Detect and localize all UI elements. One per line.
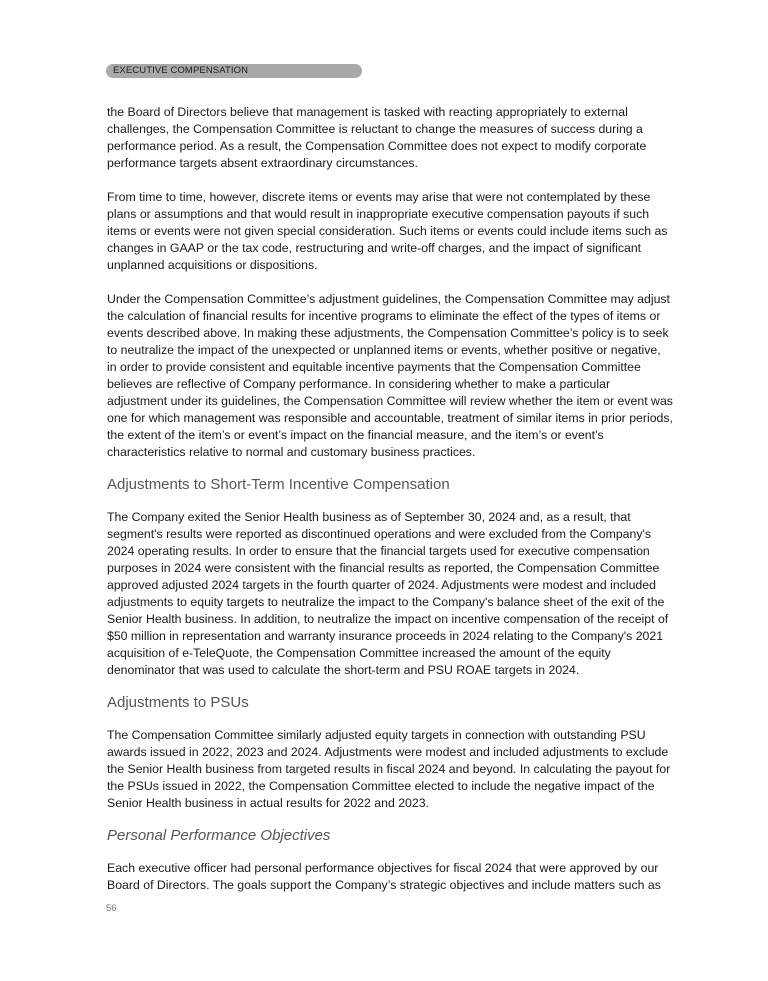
section-heading-short-term: Adjustments to Short-Term Incentive Compensation xyxy=(107,476,450,493)
body-paragraph: From time to time, however, discrete items or events may arise that were not contemplated by these plans or assumptions and that would result in inappropriate executive compensation payouts if such items or events were not given special consideration. Such items or events could include items such as changes in GAAP or the tax code, restructuring and write-off charges, and the impact of significant unplanned acquisitions or dispositions. xyxy=(107,190,668,272)
section-heading-personal: Personal Performance Objectives xyxy=(107,827,331,844)
page-content xyxy=(107,104,673,894)
page-number: 56 xyxy=(106,903,117,914)
section-heading-psus: Adjustments to PSUs xyxy=(107,694,249,711)
body-paragraph: the Board of Directors believe that management is tasked with reacting appropriately to external challenges, the Compensation Committee is reluctant to change the measures of success during a performance period. As a result, the Compensation Committee does not expect to modify corporate performance targets absent extraordinary circumstances. xyxy=(107,105,647,170)
body-paragraph: Each executive officer had personal performance objectives for fiscal 2024 that were approved by our Board of Directors. The goals support the Company’s strategic objectives and include matters such as xyxy=(107,861,661,892)
section-label: EXECUTIVE COMPENSATION xyxy=(113,65,249,76)
body-paragraph: The Compensation Committee similarly adjusted equity targets in connection with outstanding PSU awards issued in 2022, 2023 and 2024. Adjustments were modest and included adjustments to exclude the Senior Health business from targeted results in fiscal 2024 and beyond. In calculating the payout for the PSUs issued in 2022, the Compensation Committee elected to include the negative impact of the Senior Health business in actual results for 2022 and 2023. xyxy=(107,728,671,810)
body-paragraph: Under the Compensation Committee’s adjustment guidelines, the Compensation Committee may adjust the calculation of financial results for incentive programs to eliminate the effect of the types of items or events described above. In making these adjustments, the Compensation Committee’s policy is to seek to neutralize the impact of the unexpected or unplanned items or events, whether positive or negative, in order to provide consistent and equitable incentive payments that the Compensation Committee believes are reflective of Company performance. In considering whether to make a particular adjustment under its guidelines, the Compensation Committee will review whether the item or event was one for which management was responsible and accountable, treatment of similar items in prior periods, the extent of the item’s or event’s impact on the financial measure, and the item’s or event’s characteristics relative to normal and customary business practices. xyxy=(107,292,673,459)
body-paragraph: The Company exited the Senior Health business as of September 30, 2024 and, as a result, that segment's results were reported as discontinued operations and were excluded from the Company's 2024 operating results. In order to ensure that the financial targets used for executive compensation purposes in 2024 were consistent with the financial results as reported, the Compensation Committee approved adjusted 2024 targets in the fourth quarter of 2024. Adjustments were modest and included adjustments to equity targets to neutralize the impact to the Company's balance sheet of the exit of the Senior Health business. In addition, to neutralize the impact on incentive compensation of the receipt of $50 million in representation and warranty insurance proceeds in 2024 relating to the Company's 2021 acquisition of e-TeleQuote, the Compensation Committee increased the amount of the equity denominator that was used to calculate the short-term and PSU ROAE targets in 2024. xyxy=(107,510,669,677)
section-header-tab xyxy=(106,64,362,78)
